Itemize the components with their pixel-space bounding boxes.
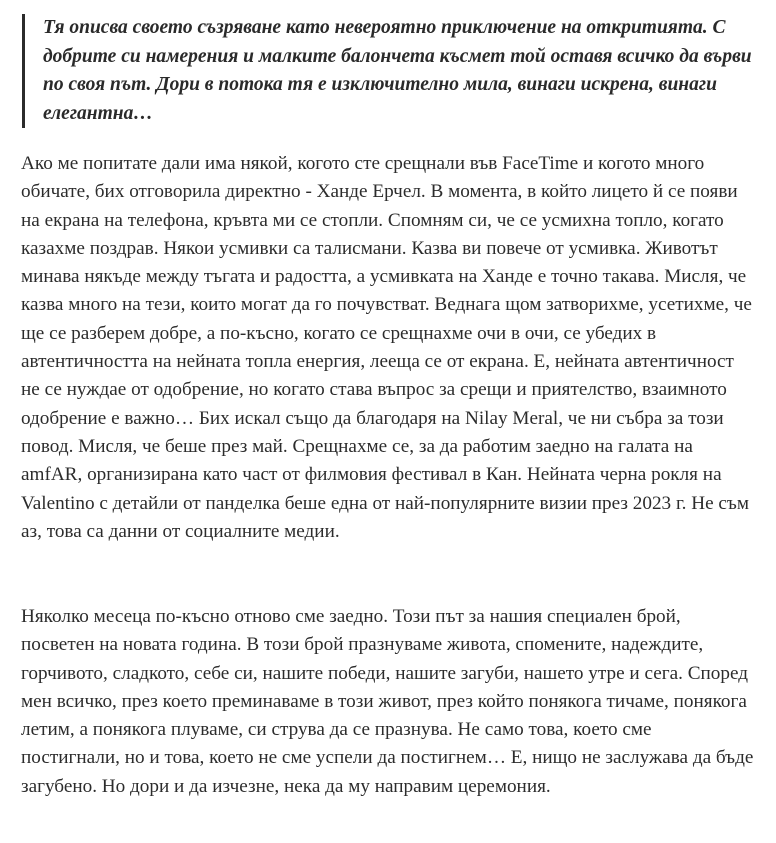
- article-paragraph-2: Няколко месеца по-късно отново сме заедно. Този път за нашия специален брой, посветен на новата година. В този брой празнуваме живота, спомените, надеждите, горчивото, сладкото, себе си, нашите победи, нашите загуби, нашето утре и сега. Според мен всичко, през което преминаваме в този живот, през който понякога тичаме, понякога летим, а понякога плуваме, си струва да се празнува. Не само това, което сме постигнали, но и това, което не сме успели да постигнем… Е, нищо не заслужава да бъде загубено. Но дори и да изчезне, нека да му направим церемония.: [21, 606, 754, 797]
- article-paragraph-1: Ако ме попитате дали има някой, когото сте срещнали във FaceTime и когото много обичате, бих отговорила директно - Ханде Ерчел. В момента, в който лицето й се появи на екрана на телефона, кръвта ми се стопли. Спомням си, че се усмихна топло, когато казахме поздрав. Някои усмивки са талисмани. Казва ви повече от усмивка. Животът минава някъде между тъгата и радостта, а усмивката на Ханде е точно такава. Мисля, че казва много на тези, които могат да го почувстват. Веднага щом затворихме, усетихме, че ще се разберем добре, а по-късно, когато се срещнахме очи в очи, се убедих в автентичността на нейната топла енергия, лееща се от екрана. Е, нейната автентичност не се нуждае от одобрение, но когато става въпрос за срещи и приятелство, взаимното одобрение е важно… Бих искал също да благодаря на Nilay Meral, че ни събра за този повод. Мисля, че беше през май. Срещнахме се, за да работим заедно на галата на amfAR, организирана като част от филмовия фестивал в Кан. Нейната черна рокля на Valentino с детайли от панделка беше една от най-популярните визии през 2023 г. Не съм аз, това са данни от социалните медии.: [21, 153, 752, 542]
- pull-quote-text: Тя описва своето съзряване като невероятно приключение на откритията. С добрите си намерения и малките балончета късмет той оставя всичко да върви по своя път. Дори в потока тя е изключително мила, винаги искрена, винаги елегантна…: [43, 17, 752, 124]
- pull-quote: [22, 14, 757, 128]
